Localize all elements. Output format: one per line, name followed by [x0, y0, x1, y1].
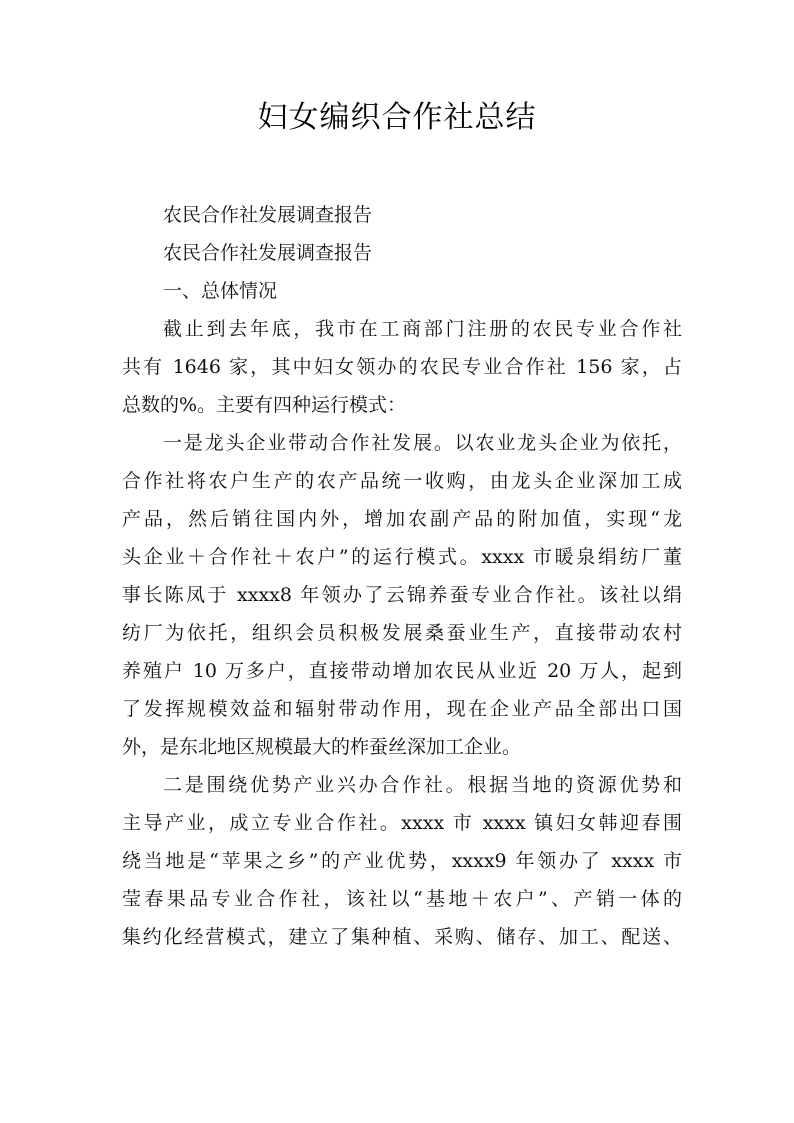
paragraph-line: 了发挥规模效益和辐射带动作用，现在企业产品全部出口国 — [122, 698, 682, 720]
document-body — [122, 196, 682, 956]
paragraph-line: 纺厂为依托，组织会员积极发展桑蚕业生产，直接带动农村 — [122, 622, 682, 644]
paragraph-line: 产品，然后销往国内外，增加农副产品的附加值，实现“龙 — [122, 508, 682, 530]
paragraph-line: 头企业＋合作社＋农户”的运行模式。xxxx 市暖泉绢纺厂董 — [122, 546, 682, 568]
paragraph-line: 一是龙头企业带动合作社发展。以农业龙头企业为依托， — [163, 432, 682, 454]
paragraph-line: 养殖户 10 万多户，直接带动增加农民从业近 20 万人，起到 — [122, 660, 682, 682]
paragraph-line: 集约化经营模式，建立了集种植、采购、储存、加工、配送、 — [122, 926, 682, 948]
paragraph-line: 合作社将农户生产的农产品统一收购，由龙头企业深加工成 — [122, 470, 682, 492]
subtitle-line: 农民合作社发展调查报告 — [163, 242, 373, 264]
paragraph-line: 事长陈凤于 xxxx8 年领办了云锦养蚕专业合作社。该社以绢 — [122, 584, 682, 606]
paragraph-line: 外，是东北地区规模最大的柞蚕丝深加工企业。 — [122, 736, 522, 758]
paragraph-line: 二是围绕优势产业兴办合作社。根据当地的资源优势和 — [163, 774, 682, 796]
section-heading: 一、总体情况 — [163, 280, 278, 302]
paragraph-line: 莹春果品专业合作社，该社以“基地＋农户”、产销一体的 — [122, 888, 682, 910]
document-title: 妇女编织合作社总结 — [257, 100, 537, 135]
subtitle-line: 农民合作社发展调查报告 — [163, 204, 373, 226]
paragraph-line: 截止到去年底，我市在工商部门注册的农民专业合作社 — [163, 318, 682, 340]
paragraph-line: 共有 1646 家，其中妇女领办的农民专业合作社 156 家，占 — [122, 356, 682, 378]
paragraph-line: 绕当地是“苹果之乡”的产业优势，xxxx9 年领办了 xxxx 市 — [122, 850, 682, 872]
paragraph-line: 总数的%。主要有四种运行模式： — [122, 394, 407, 416]
paragraph-line: 主导产业，成立专业合作社。xxxx 市 xxxx 镇妇女韩迎春围 — [122, 812, 682, 834]
